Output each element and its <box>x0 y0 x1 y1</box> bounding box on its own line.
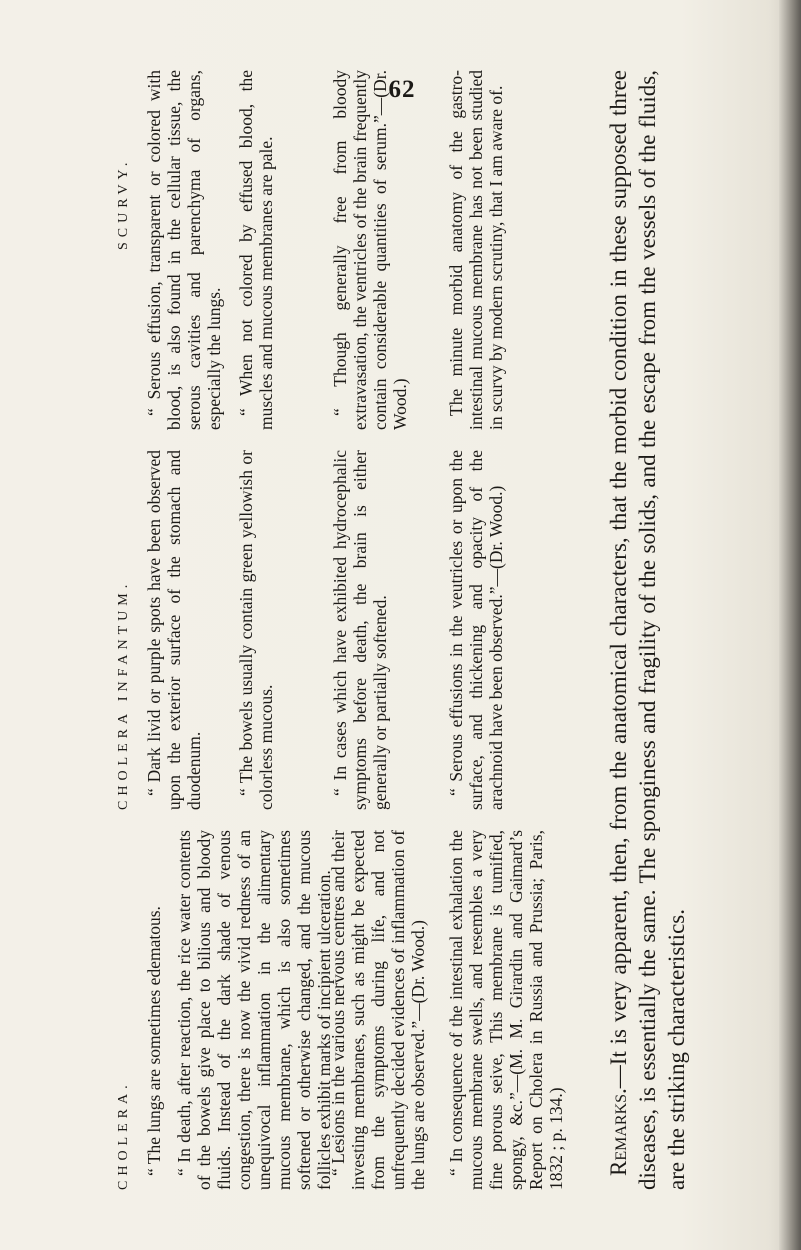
paragraph: “ Serous effusions in the veutricles or upon the surface, and thickening and opacity of the arachnoid have been observed.”—(Dr. Wood.) <box>446 450 506 810</box>
page-binding-edge <box>779 0 801 1250</box>
paragraph: “ The bowels usually contain green yellowish or colorless mucous. <box>236 450 276 810</box>
paragraph: “ Though generally free from bloody extravasation, the ventricles of the brain frequently contain considerable quantities of serum.”—(Dr. Wood.) <box>330 70 410 430</box>
header-scurvy: SCURVY. <box>116 157 131 250</box>
paragraph: “ Serous effusion, transparent or colored with blood, is also found in the cellular tissue, the serous cavities and parenchyma of organs, especially the lungs. <box>144 70 224 430</box>
paragraph: The minute morbid anatomy of the gastro-intestinal mucous membrane has not been studied in scurvy by modern scrutiny, that I am aware of. <box>446 70 506 430</box>
remarks-paragraph <box>604 70 691 1190</box>
paragraph: “ When not colored by effused blood, the muscles and mucous membranes are pale. <box>236 70 276 430</box>
running-header <box>110 70 140 1190</box>
header-cholera: CHOLERA. <box>116 1080 131 1190</box>
header-cholera-infantum: CHOLERA INFANTUM. <box>116 579 131 810</box>
paragraph: “ Lesions in the various nervous centres and their investing membranes, such as might be expected from the symptoms during life, and not unfrequently decided evidences of inflammation of the lungs are observed.”—(Dr. Wood.) <box>328 829 428 1190</box>
paragraph: “ In cases which have exhibited hydrocephalic symptoms before death, the brain is either generally or partially softened. <box>330 450 390 810</box>
paragraph: “ In consequence of the intestinal exhalation the mucous membrane swells, and resembles a very fine porous seive, This membrane is tumified, spongy, &c.”—(M. M. Girardin and Gaimard’s Report on Cholera in Russia and Prussia; Paris, 1832 ; p. 134.) <box>446 830 566 1190</box>
page-number: 62 <box>388 76 416 103</box>
remarks-text: —It is very apparent, then, from the anatomical characters, that the morbid condition in these supposed three diseases, is essentially the same. The sponginess and fragility of the solids, and the escape from the vessels of the fluids, are the striking characteristics. <box>606 70 689 1190</box>
remarks-label: Remarks. <box>606 1088 631 1176</box>
paragraph: “ In death, after reaction, the rice water contents of the bowels give place to bilious and bloody fluids. Instead of the dark shade of venous congestion, there is now the vivid redness of an unequivocal inflammation in the alimentary mucous membrane, which is also sometimes softened or otherwise changed, and the mucous follicles exhibit marks of incipient ulceration. <box>174 830 334 1190</box>
paragraph: “ The lungs are sometimes edematous. <box>144 906 164 1176</box>
rotated-text-block <box>110 70 750 1190</box>
paragraph: “ Dark livid or purple spots have been observed upon the exterior surface of the stomach and duodenum. <box>144 450 204 810</box>
